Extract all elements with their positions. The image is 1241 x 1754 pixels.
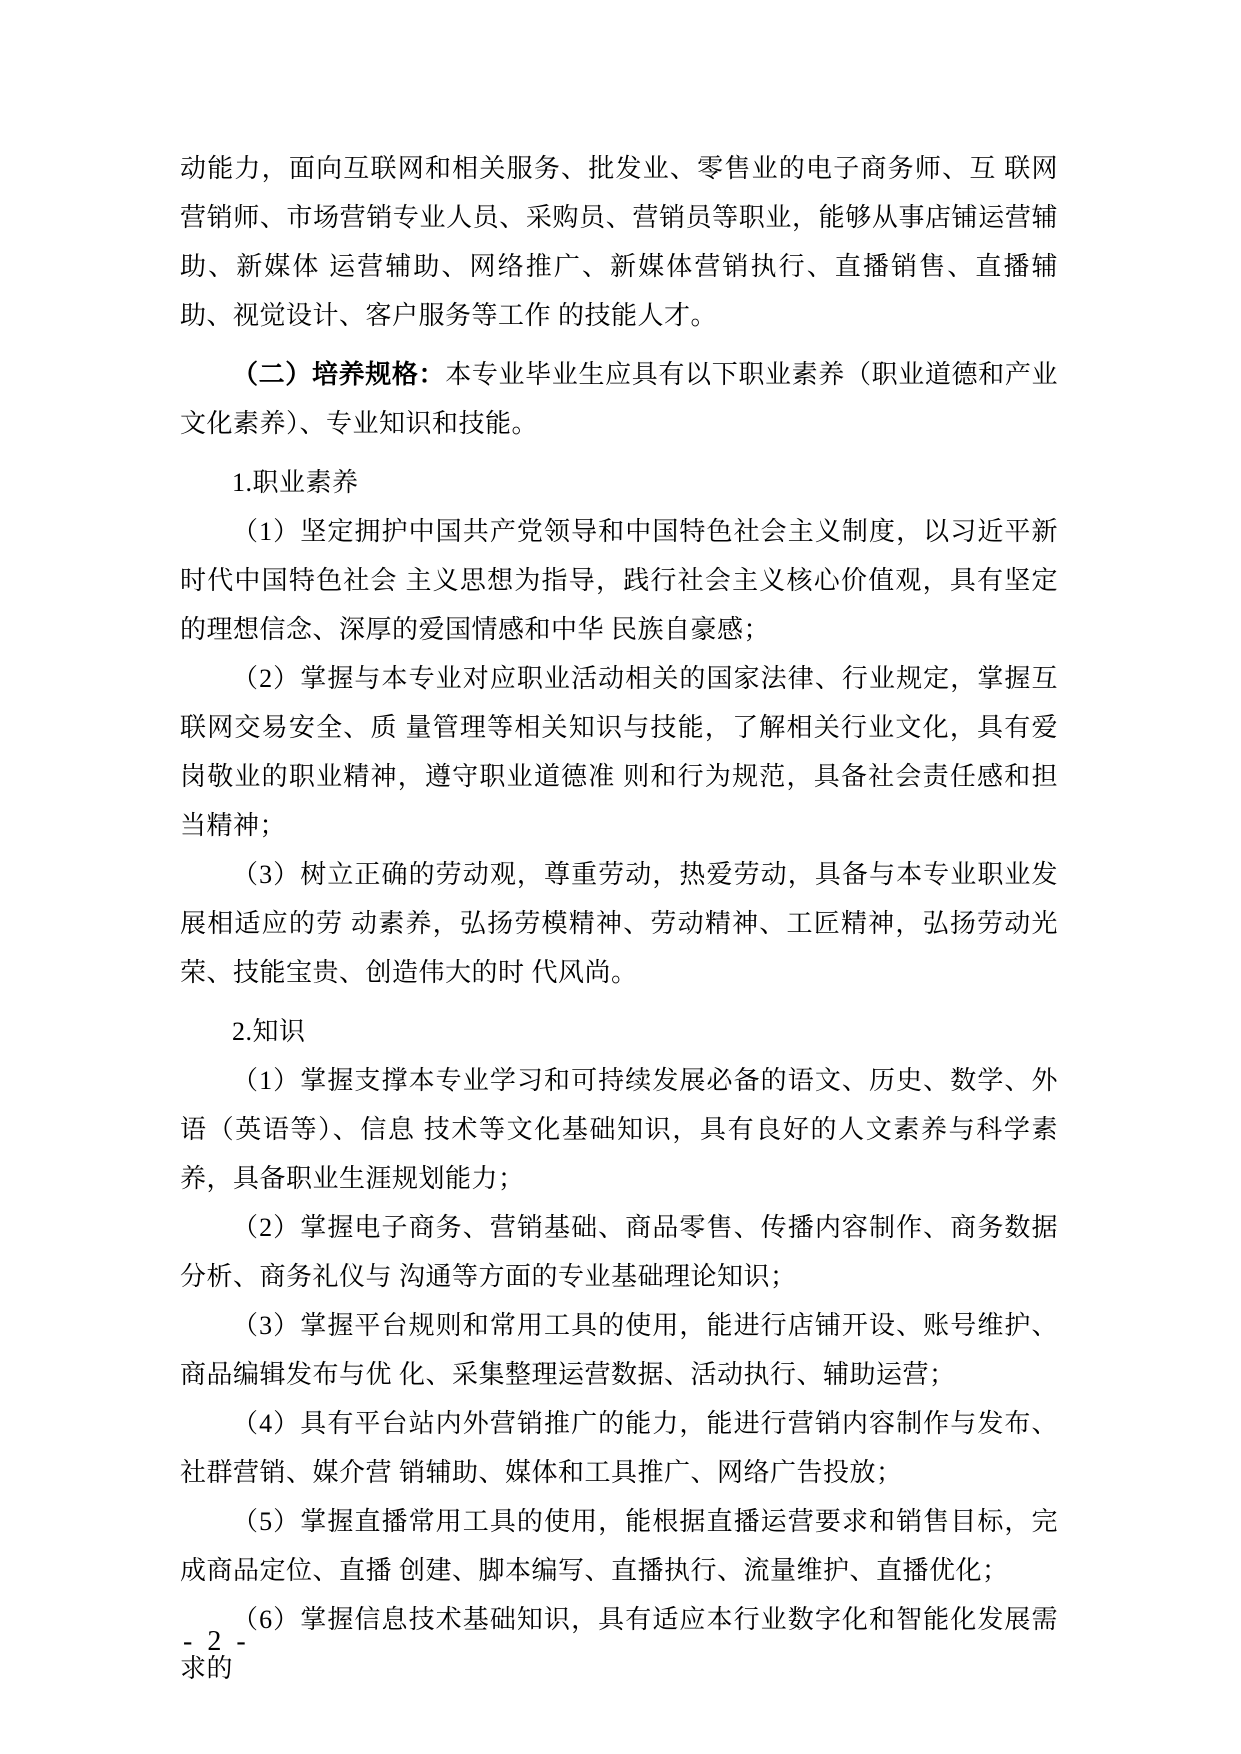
numbered-item-quality-2: （2）掌握与本专业对应职业活动相关的国家法律、行业规定，掌握互联网交易安全、质 量管理等相关知识与技能，了解相关行业文化，具有爱岗敬业的职业精神，遵守职业道德准 则和行为规范，具备社会责任感和担当精神； <box>180 664 1058 840</box>
numbered-item-knowledge-4: （4）具有平台站内外营销推广的能力，能进行营销内容制作与发布、社群营销、媒介营 销辅助、媒体和工具推广、网络广告投放； <box>180 1409 1058 1487</box>
document-body <box>180 144 1058 1693</box>
numbered-item-knowledge-5: （5）掌握直播常用工具的使用，能根据直播运营要求和销售目标，完成商品定位、直播 创建、脚本编写、直播执行、流量维护、直播优化； <box>180 1507 1058 1585</box>
page-number: - 2 - <box>183 1626 250 1657</box>
paragraph-text: 本专业毕业生应具有以下职业素养（职业道德和产业文化素养）、专业知识和技能。 <box>180 360 1058 438</box>
numbered-item-knowledge-2: （2）掌握电子商务、营销基础、商品零售、传播内容制作、商务数据分析、商务礼仪与 沟通等方面的专业基础理论知识； <box>180 1213 1058 1291</box>
paragraph-continuation: 动能力，面向互联网和相关服务、批发业、零售业的电子商务师、互 联网营销师、市场营销专业人员、采购员、营销员等职业，能够从事店铺运营辅助、新媒体 运营辅助、网络推广、新媒体营销执行、直播销售、直播辅助、视觉设计、客户服务等工作 的技能人才。 <box>180 154 1058 330</box>
numbered-item-knowledge-1: （1）掌握支撑本专业学习和可持续发展必备的语文、历史、数学、外语（英语等）、信息 技术等文化基础知识，具有良好的人文素养与科学素养，具备职业生涯规划能力； <box>180 1066 1058 1193</box>
numbered-item-knowledge-3: （3）掌握平台规则和常用工具的使用，能进行店铺开设、账号维护、商品编辑发布与优 化、采集整理运营数据、活动执行、辅助运营； <box>180 1311 1058 1389</box>
paragraph-bold-lead: （二）培养规格： <box>232 360 446 389</box>
heading-knowledge: 2.知识 <box>232 1017 306 1046</box>
numbered-item-knowledge-6: （6）掌握信息技术基础知识，具有适应本行业数字化和智能化发展需求的 <box>180 1605 1058 1683</box>
heading-professional-quality: 1.职业素养 <box>232 468 359 497</box>
paragraph-training-spec <box>180 350 1058 448</box>
numbered-item-quality-3: （3）树立正确的劳动观，尊重劳动，热爱劳动，具备与本专业职业发展相适应的劳 动素养，弘扬劳模精神、劳动精神、工匠精神，弘扬劳动光荣、技能宝贵、创造伟大的时 代风尚。 <box>180 860 1058 987</box>
numbered-item-quality-1: （1）坚定拥护中国共产党领导和中国特色社会主义制度，以习近平新时代中国特色社会 主义思想为指导，践行社会主义核心价值观，具有坚定的理想信念、深厚的爱国情感和中华 民族自豪感； <box>180 517 1058 644</box>
